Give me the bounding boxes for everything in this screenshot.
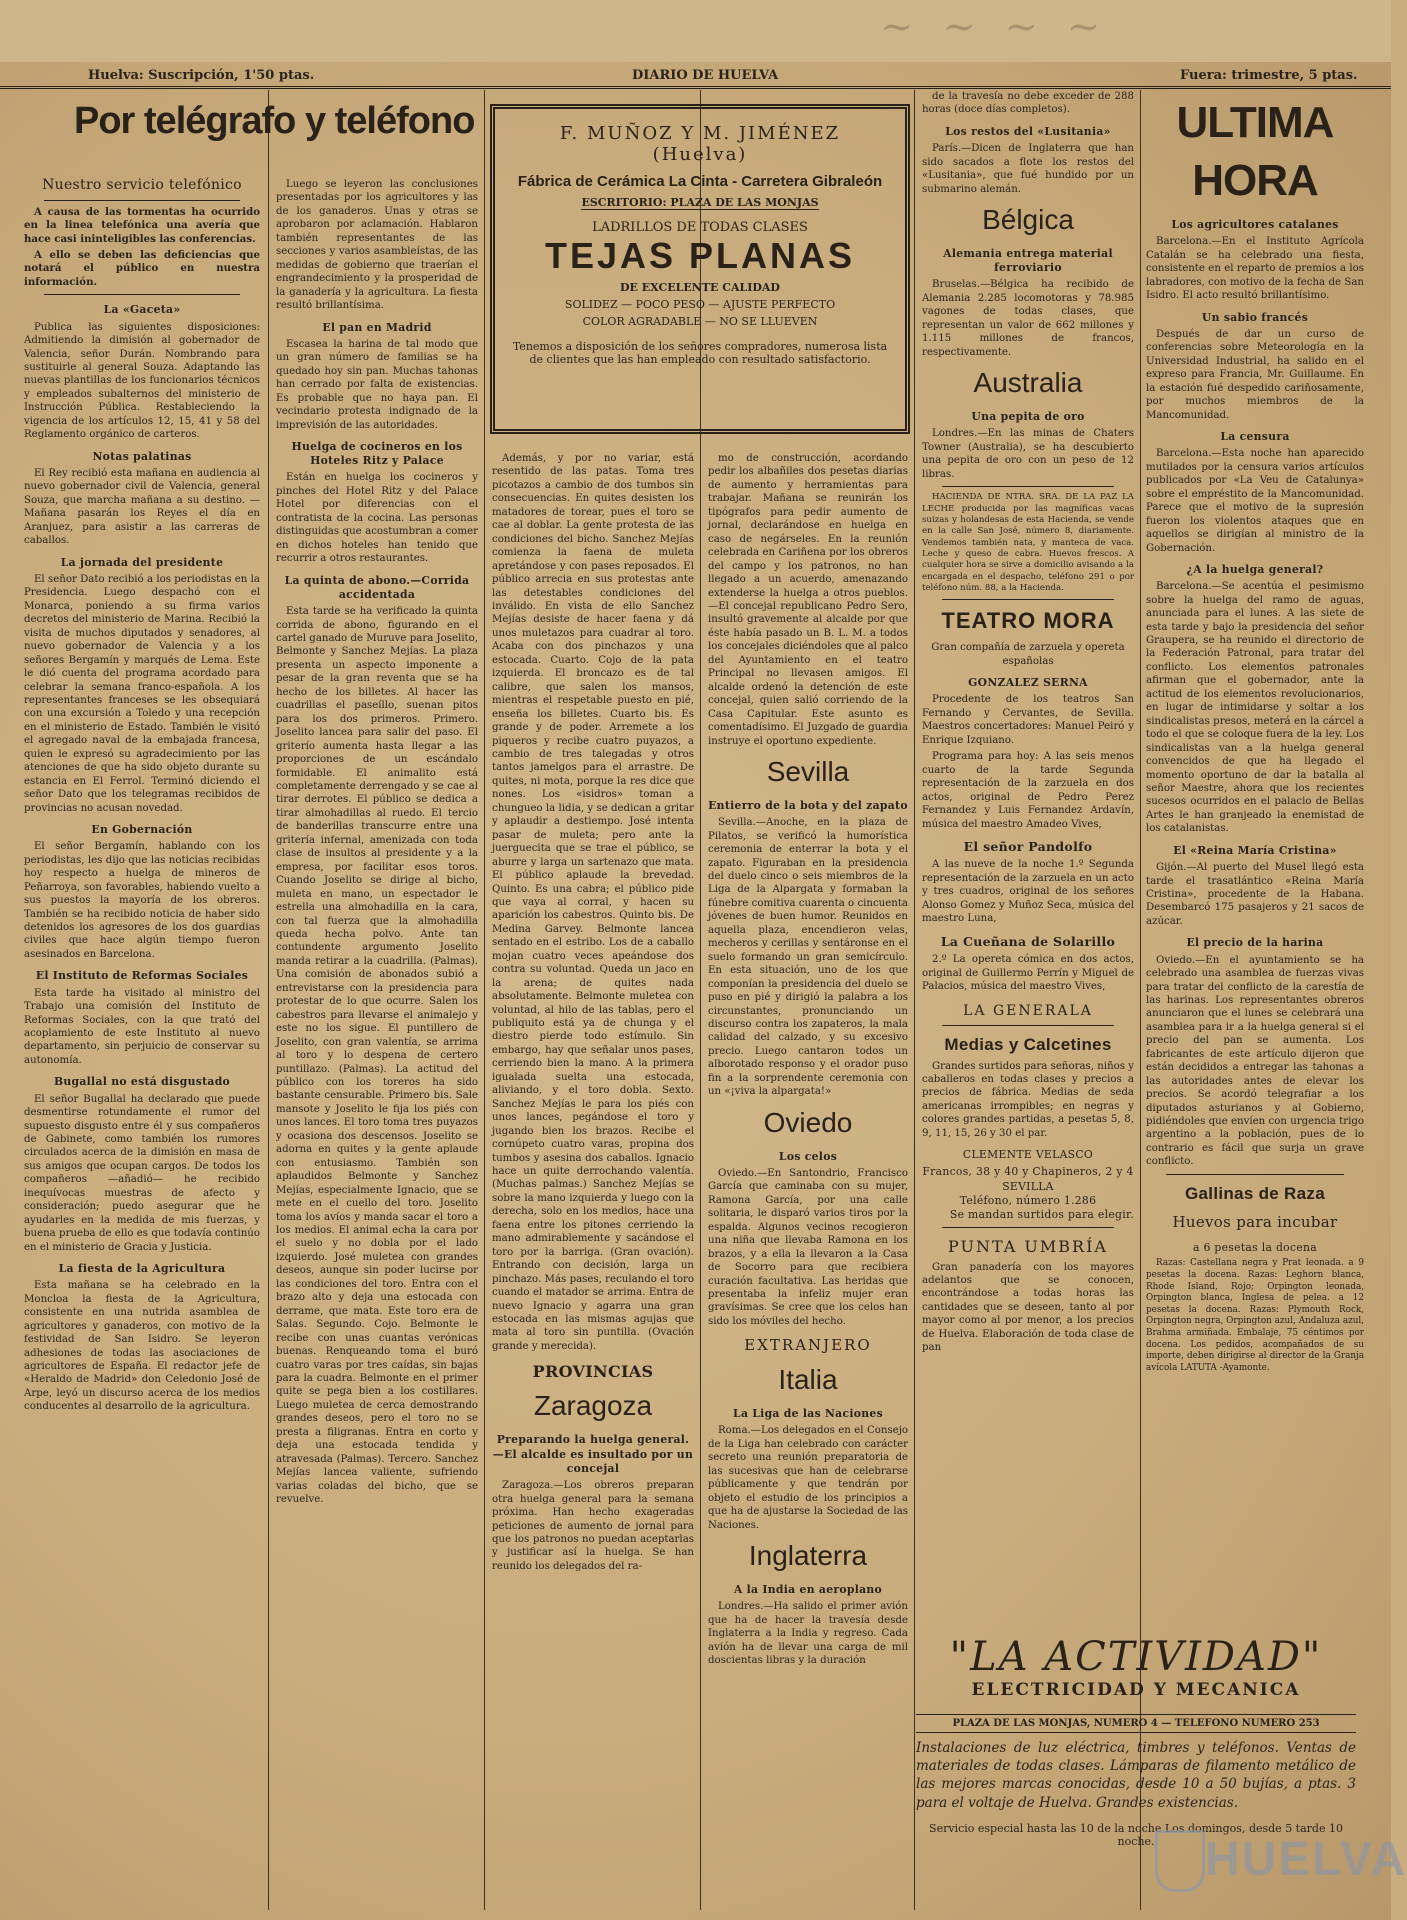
article-heading: Alemania entrega material ferroviario <box>943 246 1113 275</box>
ad-tejas: TEJAS PLANAS <box>544 235 856 276</box>
article-heading: El «Reina María Cristina» <box>1173 843 1337 857</box>
play-title: La Cueñana de Solarillo <box>940 933 1116 949</box>
ad-footer: Tenemos a disposición de los señores compradores, numerosa lista de clientes que las han empleado con resultado satisfactorio. <box>512 340 888 366</box>
article-heading: Los celos <box>778 1149 838 1163</box>
article-body: El señor Bugallal ha declarado que puede desmentirse rotundamente el rumor del supuesto disgusto entre él y sus compañeros de Gabinete, como también los rumores circulados acerca de la dimisión en masa de sus amigos que ocupan cargos. De todos los compañeros —añadió— he recibido inequívocas muestras de afecto y consideración; puedo asegurar que he ayudarles en la medida de mis fuerzas, y buena prueba de ello es que todavía continúo en el ministerio de Gracia y Justicia. <box>24 1093 260 1253</box>
ad-address: PLAZA DE LAS MONJAS, NUMERO 4 — TELEFONO NUMERO 253 <box>916 1714 1356 1733</box>
masthead-center: DIARIO DE HUELVA <box>632 68 779 83</box>
article-body: El señor Bergamín, hablando con los periodistas, les dijo que las noticias recibidas hoy respecto a huelga de mineros de Peñarroya, son favorables, habiendo vuelto a sus puestos la mayoría de los obreros. También se ha recibido noticia de haber sido detenidos los agresores de los dos guardias civiles que hace algún tiempo fueron asesinados en Barcelona. <box>24 841 260 960</box>
article-body: El Rey recibió esta mañana en audiencia al nuevo gobernador civil de Valencia, general Souza, que marcha mañana a su destino. —Mañana pasarán los Reyes el día en Aranjuez, para asistir a las carreras de caballos. <box>24 467 260 547</box>
article-heading: Los agricultores catalanes <box>1171 218 1339 232</box>
article-heading: A la India en aeroplano <box>733 1582 883 1596</box>
article-body: París.—Dicen de Inglaterra que han sido sacados a flote los restos del «Lusitania», que fué hundido por un submarino alemán. <box>922 143 1134 195</box>
play-title: El señor Pandolfo <box>963 838 1093 854</box>
article-body: Luego se leyeron las conclusiones presentadas por los agricultores y las de los ganaderos. Unas y otras se aprobaron por aclamación. Hablaron también representantes de las secciones y varios asambleístas, de las medidas de gobierno que traerían el engrandecimiento y la prosperidad de la ganadería y la agricultura. La fiesta resultó brillantísima. <box>276 179 478 312</box>
country-heading: Australia <box>973 367 1083 399</box>
article-body: Londres.—En las minas de Chaters Towner (Australia), se ha descubierto una pepita de oro con un peso de 12 libras. <box>922 428 1134 480</box>
masthead-left: Huelva: Suscripción, 1'50 ptas. <box>88 68 315 83</box>
article-body: Gijón.—Al puerto del Musel llegó esta tarde el trasatlántico «Reina María Cristina», procedente de la Habana. Desembarcó 175 pasajeros y 21 sacos de azúcar. <box>1146 862 1364 927</box>
teatro-director: GONZALEZ SERNA <box>968 676 1088 690</box>
city-heading: Oviedo <box>763 1106 853 1138</box>
article-body: Sevilla.—Anoche, en la plaza de Pilatos, se verificó la humorística ceremonia de enterrar la bota y el zapato. Figuraban en la presidencia del duelo cinco o seis miembros de la Liga de la Alpargata y formaban la fúnebre comitiva cuarenta o cincuenta jóvenes de buen humor. Reunidos en aquella plaza, encendieron velas, mecheros y cerillas y sentáronse en el suelo formando un gran semicírculo. En esta situación, uno de los que componían la presidencia del duelo se puso en pié y dirigió la palabra a los circunstantes, pronunciando un discurso contra los zapateros, la mala calidad del calzado, y su excesivo precio. Luego cantaron todos un alborotado responso y el orador puso fin a la sorprendente ceremonia con un «¡viva la alpargata!» <box>708 817 908 1098</box>
article-body: Escasea la harina de tal modo que un gran número de familias se ha quedado hoy sin pan. Muchas tahonas han cerrado por falta de existencias. Es probable que no haya pan. El vecindario protesta indignado de la imprevisión de las autoridades. <box>276 338 478 431</box>
teatro-text: Programa para hoy: A las seis menos cuarto de la tarde Segunda representación de la zarzuela en dos actos, original de Pedro Perez Fernandez y Luis Fernandez Ardavín, música del maestro Amadeo Vives, <box>922 751 1134 830</box>
ultima-hora-title: ULTIMA HORA <box>1176 98 1334 206</box>
article-heading: La censura <box>1220 430 1290 444</box>
column-4 <box>708 452 908 1892</box>
punta-heading: PUNTA UMBRÍA <box>948 1237 1108 1257</box>
play-title: LA GENERALA <box>963 1002 1093 1019</box>
velasco-phone: Teléfono, número 1.286 <box>959 1193 1097 1207</box>
ceramica-advertisement <box>490 104 910 434</box>
city-heading: Sevilla <box>766 755 850 787</box>
ad-props: COLOR AGRADABLE — NO SE LLUEVEN <box>582 315 818 328</box>
article-heading: El precio de la harina <box>1186 936 1324 950</box>
section-heading: EXTRANJERO <box>744 1336 872 1355</box>
country-heading: Italia <box>778 1364 838 1396</box>
article-heading: Bugallal no está disgustado <box>53 1075 231 1089</box>
article-body: Están en huelga los cocineros y pinches del Hotel Ritz y del Palace Hotel por diferencias con el contratista de la cocina. Las personas distinguidas que acostumbran a comer en dichos hoteles han tenido que recurrir a otros restaurantes. <box>276 472 478 565</box>
servicio-heading: Nuestro servicio telefónico <box>42 177 242 194</box>
article-heading: En Gobernación <box>91 823 193 837</box>
teatro-text: A las nueve de la noche 1.º Segunda representación de la zarzuela en un acto y tres cuadros, original de los señores Alonso Gomez y Muñoz Seca, música del maestro Luna, <box>922 859 1134 925</box>
huevos-heading: Huevos para incubar <box>1172 1213 1338 1232</box>
masthead <box>0 64 1391 89</box>
punta-text: Gran panadería con los mayores adelantos que se conocen, encontrándose a todas horas las cantidades que se deseen, tanto al por mayor como al por menor, a los precios de Huelva. Elaboración de toda clase de pan <box>922 1261 1134 1354</box>
article-heading: La quinta de abono.—Corrida accidentada <box>284 573 470 601</box>
column-3 <box>492 452 694 1892</box>
paper-top-margin <box>0 0 1391 62</box>
article-body: mo de construcción, acordando pedir los albañiles dos pesetas diarias de aumento y herramientas para trabajar. Mañana se reunirán los tipógrafos para pedir aumento de jornal, declarándose en huelga en caso de negárseles. En la reunión celebrada en Cariñena por los obreros del campo y los patronos, no han llegado a un acuerdo, amenazando extenderse la huelga a otros pueblos. —El concejal republicano Pedro Sero, insultó gravemente al alcalde por que éste había pasado un B. L. M. a todos los concejales diciéndoles que al palco del Ayuntamiento en el teatro Principal no llevasen amigos. El alcalde ordenó la detención de este concejal, quien salió corriendo de la Casa Capitular. Este asunto es comentadísimo. El Juzgado de guardia instruye el oportuno expediente. <box>708 453 908 747</box>
notice: A ello se deben las deficiencias que notará el público en nuestra información. <box>24 248 260 288</box>
ad-text: Instalaciones de luz eléctrica, timbres y teléfonos. Ventas de materiales de todas clases. Lámparas de filamento metálico de las mejores marcas conocidas, desde 10 a 50 bujías, a ptas. 3 para el voltaje de Huelva. Grandes existencias. <box>916 1740 1356 1811</box>
article-heading: La «Gaceta» <box>103 303 181 317</box>
ad-name: "LA ACTIVIDAD" <box>949 1634 1323 1680</box>
ad-firm: F. MUÑOZ Y M. JIMÉNEZ (Huelva) <box>559 123 841 165</box>
article-heading: Un sabio francés <box>1201 310 1309 324</box>
article-body: de la travesía no debe exceder de 288 horas (doce días completos). <box>922 91 1134 116</box>
article-body: Londres.—Ha salido el primer avión que ha de hacer la travesía desde Inglaterra a la India y regreso. Cada avión ha de llevar una carga de mil doscientas libras y la duración <box>708 1601 908 1666</box>
article-body: Barcelona.—Esta noche han aparecido mutilados por la censura varios artículos publicados por «La Veu de Catalunya» sobre el empréstito de la Mancomunidad. Parece que el motivo de la supresión fueron los violentos ataques que en aquellos se dirigían al ministro de la Gobernación. <box>1146 448 1364 554</box>
column-rule <box>484 90 485 1910</box>
article-body: Esta mañana se ha celebrado en la Moncloa la fiesta de la Agricultura, consistente en una nutrida asamblea de agricultores y ganaderos, con motivo de la festividad de San Isidro. Se leyeron adhesiones de todas las asociaciones de agricultores de España. El redactor jefe de «Heraldo de Madrid» don Celedonio José de Arpe, leyó un discurso acerca de los medios conducentes al desarrollo de la agricultura. <box>24 1280 260 1413</box>
medias-text: Grandes surtidos para señoras, niños y caballeros en todas clases y precios a precios de fábrica. Medias de seda americanas irrompibles; en negras y colores grandes partidas, a pesetas 5, 8, 9, 11, 15, 26 y 30 el par. <box>922 1060 1134 1139</box>
section-title: Por telégrafo y teléfono <box>74 100 475 142</box>
ad-calidad: DE EXCELENTE CALIDAD <box>620 281 780 294</box>
teatro-heading: TEATRO MORA <box>941 608 1115 634</box>
gallinas-heading: Gallinas de Raza <box>1185 1183 1325 1203</box>
article-heading: ¿A la huelga general? <box>1186 562 1324 576</box>
shield-icon <box>1155 1830 1205 1892</box>
price-line: a 6 pesetas la docena <box>1192 1241 1317 1255</box>
velasco-city: SEVILLA <box>1002 1179 1054 1193</box>
watermark: HUELVA <box>1205 1833 1407 1886</box>
article-heading: El Instituto de Reformas Sociales <box>35 969 249 983</box>
ad-office: ESCRITORIO: PLAZA DE LAS MONJAS <box>581 196 819 209</box>
article-heading: La Liga de las Naciones <box>733 1407 883 1421</box>
article-heading: Preparando la huelga general. —El alcalde es insultado por un concejal <box>492 1433 694 1475</box>
velasco-note: Se mandan surtidos para elegir. <box>949 1208 1134 1222</box>
article-body: Esta tarde se ha verificado la quinta corrida de abono, figurando en el cartel ganado de Muruve para Joselito, Belmonte y Sanchez Mejías. La plaza presenta un aspecto imponente a pesar de la gran reventa que se ha hecho de los billetes. Al hacer las cuadrillas el paseíllo, suenan pitos para los dos primeros. Primero. Joselito lancea para salir del paso. El griterío aumenta hasta llegar a las proporciones de un escándalo formidable. El animalito está completamente derrengado y se cae al tirar derrotes. El público se dedica a tirar almohadillas al ruedo. El tercio de banderillas transcurre entre una gritería infernal, amenizada con toda clase de insultos al presidente y a la empresa, por facilitar esos toros. Cuando Joselito se dirige al bicho, muleta en mano, un espectador le estrella una almohadilla en la cara, con tal fuerza que la almohadilla queda hecha polvo. Ante tan contundente argumento Joselito manda retirar a la cuadrilla. (Palmas). Una comisión de abonados subió a entrevistarse con la presidencia para protestar de lo que ocurre. Salen los cabestros para llevarse el animalejo y este no los sigue. El puntillero de Joselito, con gran valentía, se arrima al toro y lo despena de certero puntillazo. (Palmas). La actitud del público con los toreros ha sido bastante censurable. Primero bis. Sale mansote y Joselito le fija los piés con unos lances. El toro toma tres puyazos y ocasiona dos descensos. Joselito se adorna en quites y la gente aplaude con entusiasmo. También son aplaudidos Belmonte y Sanchez Mejías, especialmente Ignacio, que se mete en el cuello del toro. Joselito toma los avíos y manda sacar el toro a los medios. El animal echa la cara por el suelo y no dobla por el lado izquierdo. José muletea con grandes deseos, aunque sin poder lucirse por las condiciones del toro. Entra con el brazo alto y deja una estocada con derrame, que mata. Este toro era de Salas. Segundo. Cojo. Belmonte le recibe con unas cuantas verónicas buenas. Renqueando toma el buró cuatro varas por tres caídas, sin bajas para la cuadra. Belmonte en el primer quite se pega bien a los costillares. Luego muletea de cerca demostrando grandes deseos, pero el toro no se presta a filigranas. Entra en corto y deja una estocada tendida y atravesada (Palmas). Tercero. Sanchez Mejías lancea valiente, sufriendo varias coladas del bicho, que se revuelve. <box>276 606 478 1506</box>
ad-ladrillos: LADRILLOS DE TODAS CLASES <box>592 220 808 235</box>
medias-heading: Medias y Calcetines <box>944 1035 1112 1055</box>
ad-subtitle: ELECTRICIDAD Y MECANICA <box>971 1680 1301 1700</box>
country-heading: Inglaterra <box>748 1539 868 1571</box>
section-heading: PROVINCIAS <box>532 1362 654 1382</box>
article-body: Barcelona.—En el Instituto Agrícola Catalán se ha celebrado una fiesta, consistente en el reparto de premios a los labradores, con motivo de la fecha de San Isidro. El acto resultó brillantísimo. <box>1146 236 1364 302</box>
article-heading: El pan en Madrid <box>322 320 432 334</box>
article-body: Bruselas.—Bélgica ha recibido de Alemania 2.285 locomotoras y 78.985 vagones de todas clases, que representan un valor de 662 millones y 1.115 millones de francos, respectivamente. <box>922 279 1134 358</box>
city-heading: Zaragoza <box>533 1390 653 1422</box>
article-body: El señor Dato recibió a los periodistas en la Presidencia. Luego despachó con el Monarca, poniendo a su firma varios decretos del ministerio de Marina. Recibió la visita de muchos diputados y senadores, al nuevo gobernador de Valencia y a los señores Bergamín y marqués de Lema. Este le dió cuenta del programa acordado para celebrar la semana franco-española. A los representantes franceses se les obsequiará con una excursión a Toledo y una recepción en el ministerio de Estado. También le visitó el agregado naval de la embajada francesa, quien le expresó su agradecimiento por las atenciones de que ha sido objeto durante su estancia en El Ferrol. Terminó diciendo el señor Dato que los telegramas recibidos de provincias no acusan novedad. <box>24 573 260 814</box>
notice: A causa de las tormentas ha ocurrido en la linea telefónica una avería que hace casi ininteligibles las conferencias. <box>24 205 260 245</box>
country-heading: Bélgica <box>982 203 1074 235</box>
article-heading: La jornada del presidente <box>60 555 224 569</box>
article-body: Oviedo.—En Santondrio, Francisco García que caminaba con su mujer, Ramona García, por una calle solitaria, le disparó varios tiros por la espalda. Algunos vecinos recogieron una niña que llevaba Ramona en los brazos, y a ella la llevaron a la Casa de Socorro para que recibiera curación facultativa. Las heridas que presentaba la infeliz mujer eran gravísimas. Se cree que los celos han sido los móviles del hecho. <box>708 1167 908 1327</box>
handwritten-mark: ~ ~ ~ ~ <box>880 4 1109 50</box>
article-heading: Una pepita de oro <box>971 410 1085 424</box>
column-rule <box>268 90 269 1910</box>
ad-factory: Fábrica de Cerámica La Cinta - Carretera Gibraleón <box>517 173 883 190</box>
ad-props: SOLIDEZ — POCO PESO — AJUSTE PERFECTO <box>564 298 836 311</box>
hacienda-ad: HACIENDA DE NTRA. SRA. DE LA PAZ LA LECHE producida por las magníficas vacas suizas y holandesas de esta Hacienda, se vende en la calle San José, número 8, diariamente. Vendemos también nata, y manteca de vaca. Leche y queso de cabra. Huevos frescos. A cualquier hora se sirve a domicilio avisando a la encargada en el despacho, teléfono 291 o por teléfono núm. 88, a la Hacienda. <box>922 492 1134 593</box>
article-body: Esta tarde ha visitado al ministro del Trabajo una comisión del Instituto de Reformas Sociales, con la que trató del acoplamiento de este Instituto al nuevo departamento, sin perjuicio de conservar su autonomía. <box>24 987 260 1066</box>
ad-service: Servicio especial hasta las 10 de la noche Los domingos, desde 5 tarde 10 noche. <box>929 1821 1343 1848</box>
article-body: Después de dar un curso de conferencias sobre Meteorología en la Universidad Industrial, ha salido en el expreso para Francia, Mr. Guillaume. En la estación fué despedido cariñosamente, por muchos miembros de la Mancomunidad. <box>1146 328 1364 421</box>
column-2 <box>276 178 478 1888</box>
razas-text: Razas: Castellana negra y Prat leonada. a 9 pesetas la docena. Razas: Leghorn blanca, Rhode Island, Rojo; Orpington leonada, Orpington blanca, Inglesa de pelea. a 12 pesetas la docena. Razas: Plymouth Rock, Orpington negra, Orpington azul, Andaluza azul, Brahma armiñada. Embalaje, 75 céntimos por docena. Los pedidos, acompañados de su importe, deben dirigirse al director de la Granja avícola LATUTA -Ayamonte. <box>1146 1258 1364 1373</box>
velasco-name: CLEMENTE VELASCO <box>962 1148 1094 1162</box>
article-heading: Huelga de cocineros en los Hoteles Ritz y Palace <box>291 439 463 468</box>
article-body: Oviedo.—En el ayuntamiento se ha celebrado una asamblea de fuerzas vivas para tratar del conflicto de la carestía de las harinas. Los representantes obreros anunciaron que el lunes se celebrará una asamblea para ir a la huelga general si el precio del pan se aumenta. Los fabricantes de este artículo dijeron que están decididos a entregar las tahonas a las autoridades antes de elevar los precios. Se acordó telegrafiar a los diputados asturianos y al Gobierno, pidiéndoles que envíen con urgencia trigo argentino a la población, pues de lo contrario es fácil que surja un grave conflicto. <box>1146 954 1364 1168</box>
article-body: Zaragoza.—Los obreros preparan otra huelga general para la semana próxima. Han hecho exageradas peticiones de aumento de jornal para que los patronos no puedan aceptarlas y justificar así la huelga. Se han reunido los delegados del ra- <box>492 1480 694 1572</box>
column-6 <box>1146 90 1364 1590</box>
article-heading: Entierro de la bota y del zapato <box>708 798 908 812</box>
article-body: Roma.—Los delegados en el Consejo de la Liga han celebrado con carácter secreto una reunión preparatoria de las sucesivas que han de celebrarse públicamente y que tendrán por objeto el estudio de los principios a que ha de ajustarse la Sociedad de las Naciones. <box>708 1425 908 1531</box>
teatro-text: Gran compañía de zarzuela y opereta españolas <box>931 642 1125 667</box>
article-heading: Notas palatinas <box>92 449 192 463</box>
article-body: Además, y por no variar, está resentido de las patas. Toma tres picotazos a cambio de dos tumbos sin consecuencias. En quites desisten los matadores de torear, pues el toro se cae al doblar. La gente protesta de las condiciones del bicho. Sanchez Mejías comienza la faena de muleta apretándose y con pases reposados. El público arrecia en sus protestas ante las detestables condiciones del inválido. En vista de ello Sanchez Mejías desiste de hacer faena y dá unos muletazos para cuadrar al toro. Acaba con dos pinchazos y una estocada. Cuarto. Cojo de la pata izquierda. El broncazo es de tal calibre, que salen los mansos, mientras el respetable puesto en pié, enseña los billetes. Cuarto bis. Es grande y de poder. Arremete a los piqueros y recibe cuatro puyazos, a cambio de tres talegadas y otros tantos jamelgos para el arrastre. De quites, ni mota, porque la res dice que nones. Los «isidros» toman a chungueo la lidia, y se dedican a gritar y aplaudir a destiempo. José intenta pasar de muleta; pero ante la juerguecita que se trae el público, se aburre y larga un sartenazo que mata. El público aplaude la brevedad. Quinto. Es una cabra; el público pide que vaya al corral, y hacen su aparición los cabestros. Quinto bis. De Medina Garvey. Belmonte lancea sentado en el estribo. Los de a caballo mojan cuatro veces apeándose dos contra su voluntad. Queda un jaco en la arena; de quites nada absolutamente. Belmonte muletea con voluntad, al hilo de las tablas, pero el publiquito está ya de chunga y el diestro pierde todo estímulo. Sin embargo, hay que señalar unos pases, cerriendo bien la mano. A la primera igualada suelta una estocada, aliviando, y el toro dobla. Sexto. Sanchez Mejías le para los piés con unos lances, pegándose el toro y jugando bien los brazos. Recibe el cornúpeto cuatro varas, propina dos tumbos y asesina dos caballos. Ignacio hace un quite derrochando valentía. (Muchas palmas.) Sanchez Mejías se sobre la mano izquierda y luego con la derecha, solo en los medios, hace una faena entre los pitones cerriendo la mano admirablemente y sacándose el toro por la barriga. (Gran ovación). Entrando con decisión, larga un pinchazo. Más pases, reculando el toro cuando el matador se arrima. Entra de nuevo Ignacio y agarra una gran estocada en las mismas agujas que mata al toro sin puntilla. (Ovación grande y merecida). <box>492 453 694 1352</box>
article-heading: Los restos del «Lusitania» <box>945 124 1111 138</box>
teatro-text: 2.º La opereta cómica en dos actos, original de Guillermo Perrín y Miguel de Palacios, música del maestro Vives, <box>922 954 1134 993</box>
velasco-address: Francos, 38 y 40 y Chapineros, 2 y 4 <box>922 1165 1134 1179</box>
article-body: Barcelona.—Se acentúa el pesimismo sobre la huelga del ramo de aguas, anunciada para el lunes. A las siete de esta tarde y bajo la presidencia del señor Graupera, se ha reunido el directorio de la Federación Patronal, para tratar del conflicto. Los elementos patronales afirman que el gobernador, ante la actitud de los elementos revolucionarios, en lugar de intimidarse y soltar a los sindicalistas presos, meterá en la cárcel a todo el que se coloque fuera de la ley. Los sindicalistas van a la huelga general convencidos de que ha llegado el momento oportuno de dar la batalla al señor Maestre, ahora que los recientes sucesos ocurridos en el palacio de Bellas Artes le han granjeado la enemistad de los catalanistas. <box>1146 581 1364 835</box>
article-body: Publica las siguientes disposiciones: Admitiendo la dimisión al gobernador de Valencia, señor Durán. Nombrando para sustituirle al general Souza. Adaptando las nuevas plantillas de los funcionarios técnicos y empleados subalternos del ministerio de Instrucción Pública. Restableciendo la vigencia de los artículos 12, 15, 41 y 58 del Reglamento orgánico de carteros. <box>24 321 260 441</box>
teatro-text: Procedente de los teatros San Fernando y Cervantes, de Sevilla. Maestros concertadores: Manuel Peiró y Enrique Izquiano. <box>922 694 1134 746</box>
column-5 <box>922 90 1134 1590</box>
masthead-right: Fuera: trimestre, 5 ptas. <box>1180 68 1358 83</box>
column-rule <box>914 90 915 1910</box>
article-heading: La fiesta de la Agricultura <box>58 1262 226 1276</box>
